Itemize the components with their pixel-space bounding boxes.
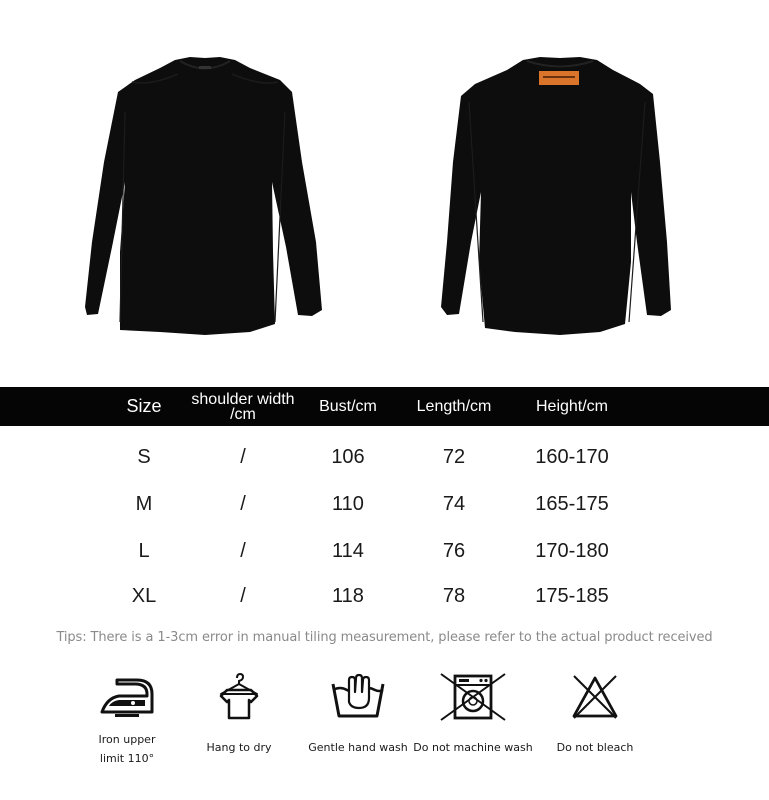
care-item-hand-wash [306,672,410,757]
care-label-iron-1: Iron upper [98,733,156,746]
header-shoulder-line1: shoulder width [191,390,295,408]
header-size: Size [126,396,162,416]
header-height: Height/cm [535,398,609,415]
measurement-tips: Tips: There is a 1-3cm error in manual tiling measurement, please refer to the actual product received [56,630,713,645]
care-label-no-machine-wash: Do not machine wash [413,741,533,754]
care-label-no-bleach: Do not bleach [556,741,634,754]
hand-wash-icon [329,672,387,722]
product-photos [0,0,769,385]
cell-height: 160-170 [535,445,609,468]
cell-length: 72 [442,445,466,468]
cell-length: 76 [442,539,466,562]
cell-shoulder: / [240,539,246,562]
cell-length: 78 [442,584,466,607]
cell-height: 165-175 [535,492,609,515]
cell-shoulder: / [240,492,246,515]
no-bleach-icon [570,672,620,722]
cell-bust: 110 [332,492,364,515]
cell-size: S [137,445,151,468]
shirt-back-image [435,52,685,337]
cell-bust: 106 [331,445,365,468]
care-item-no-machine-wash [412,672,534,757]
no-machine-wash-icon [439,672,507,722]
cell-length: 74 [442,492,466,515]
table-row [0,576,769,616]
cell-size: XL [131,584,157,607]
header-bust: Bust/cm [319,398,377,415]
cell-bust: 118 [332,584,364,607]
cell-bust: 114 [332,539,364,562]
shirt-front-image [80,52,330,337]
care-item-no-bleach [550,672,640,757]
cell-height: 170-180 [535,539,609,562]
care-label-hang: Hang to dry [206,741,272,754]
table-row [0,437,769,477]
header-length: Length/cm [416,398,492,415]
cell-shoulder: / [240,584,246,607]
hanger-icon [217,672,261,722]
cell-size: L [138,539,150,562]
care-item-hang [203,672,275,757]
cell-shoulder: / [240,445,246,468]
cell-height: 175-185 [535,584,609,607]
header-shoulder-line2: /cm [230,405,256,423]
size-table-header [0,387,769,426]
table-row [0,531,769,571]
cell-size: M [135,492,153,515]
care-item-iron [88,672,166,768]
header-shoulder-width [176,387,310,426]
table-row [0,484,769,524]
care-label-iron-2: limit 110° [99,752,155,765]
care-label-hand-wash: Gentle hand wash [308,741,408,754]
iron-icon [97,672,157,720]
